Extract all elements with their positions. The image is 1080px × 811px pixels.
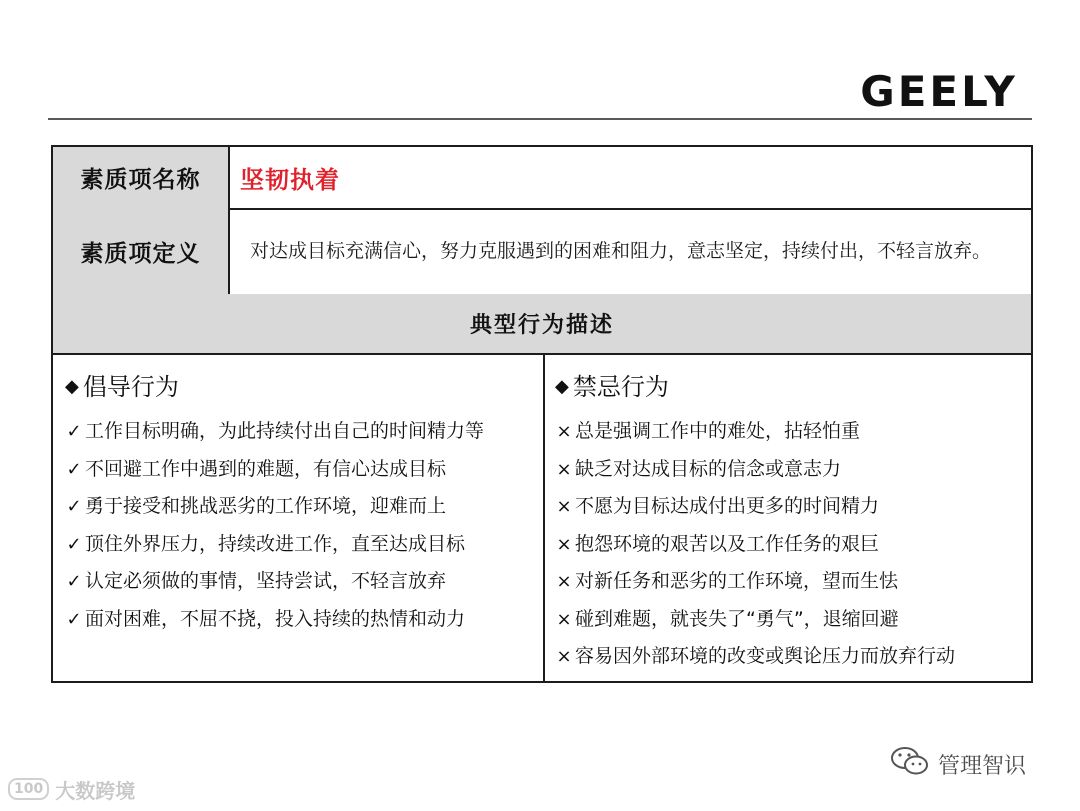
advocated-heading bbox=[65, 371, 543, 403]
check-icon: ✓ bbox=[66, 421, 82, 442]
forbidden-list bbox=[555, 413, 1031, 676]
logo-text: GEELY bbox=[860, 68, 1018, 114]
check-icon: ✓ bbox=[66, 608, 82, 630]
competency-name: 坚韧执着 bbox=[240, 166, 340, 194]
diamond-bullet-icon: ◆ bbox=[555, 376, 569, 397]
competency-definition: 对达成目标充满信心，努力克服遇到的困难和阻力，意志坚定，持续付出，不轻言放弃。 bbox=[250, 240, 992, 262]
watermark-left bbox=[8, 772, 135, 806]
watermark-left-text: 大数跨境 bbox=[55, 778, 136, 803]
list-item-text: 工作目标明确，为此持续付出自己的时间精力等 bbox=[85, 420, 485, 442]
list-item bbox=[65, 601, 543, 639]
list-item-text: 认定必须做的事情，坚持尝试，不轻言放弃 bbox=[85, 570, 447, 592]
cross-icon: × bbox=[556, 421, 572, 442]
list-item-text: 勇于接受和挑战恶劣的工作环境，迎难而上 bbox=[85, 495, 447, 517]
competency-definition-row bbox=[53, 208, 1031, 296]
cross-icon: × bbox=[556, 646, 572, 667]
behaviors-columns bbox=[53, 353, 1031, 681]
list-item bbox=[65, 413, 543, 451]
list-item-text: 缺乏对达成目标的信念或意志力 bbox=[575, 457, 842, 480]
cross-icon: × bbox=[556, 496, 572, 517]
forbidden-heading-text: 禁忌行为 bbox=[572, 373, 669, 401]
list-item bbox=[555, 451, 1031, 489]
list-item bbox=[65, 526, 543, 564]
watermark-badge: 100 bbox=[8, 778, 49, 800]
check-icon: ✓ bbox=[66, 458, 82, 480]
behaviors-title: 典型行为描述 bbox=[53, 294, 1031, 355]
forbidden-heading bbox=[555, 371, 1031, 403]
cross-icon: × bbox=[556, 571, 572, 592]
competency-name-row bbox=[53, 147, 1031, 210]
list-item-text: 容易因外部环境的改变或舆论压力而放弃行动 bbox=[575, 645, 956, 667]
list-item-text: 对新任务和恶劣的工作环境，望而生怯 bbox=[575, 570, 899, 592]
list-item bbox=[555, 601, 1031, 639]
advocated-heading-text: 倡导行为 bbox=[82, 373, 179, 401]
advocated-column bbox=[53, 353, 545, 681]
geely-logo bbox=[846, 68, 1032, 114]
name-label: 素质项名称 bbox=[53, 147, 230, 208]
header-divider bbox=[48, 118, 1032, 120]
cross-icon: × bbox=[556, 533, 572, 555]
cross-icon: × bbox=[556, 608, 572, 630]
check-icon: ✓ bbox=[66, 533, 82, 555]
list-item-text: 不回避工作中遇到的难题，有信心达成目标 bbox=[85, 457, 447, 480]
list-item-text: 不愿为目标达成付出更多的时间精力 bbox=[575, 495, 880, 517]
list-item bbox=[555, 413, 1031, 451]
name-value-cell bbox=[230, 147, 1031, 208]
definition-value-cell bbox=[230, 208, 1031, 294]
check-icon: ✓ bbox=[66, 571, 82, 592]
cross-icon: × bbox=[556, 458, 572, 480]
list-item bbox=[65, 563, 543, 601]
list-item bbox=[65, 488, 543, 526]
list-item-text: 顶住外界压力，持续改进工作，直至达成目标 bbox=[85, 532, 466, 555]
watermark-right bbox=[890, 744, 1026, 784]
list-item-text: 抱怨环境的艰苦以及工作任务的艰巨 bbox=[575, 532, 880, 555]
list-item-text: 面对困难，不屈不挠，投入持续的热情和动力 bbox=[85, 607, 466, 630]
definition-label: 素质项定义 bbox=[53, 208, 230, 294]
check-icon: ✓ bbox=[66, 496, 82, 517]
competency-card bbox=[51, 145, 1033, 683]
watermark-right-text: 管理智识 bbox=[938, 753, 1027, 779]
list-item bbox=[555, 488, 1031, 526]
diamond-bullet-icon: ◆ bbox=[65, 376, 79, 397]
list-item bbox=[555, 526, 1031, 564]
list-item bbox=[555, 563, 1031, 601]
forbidden-column bbox=[545, 353, 1031, 681]
list-item-text: 总是强调工作中的难处，拈轻怕重 bbox=[575, 420, 861, 442]
list-item bbox=[555, 638, 1031, 676]
advocated-list bbox=[65, 413, 543, 638]
list-item-text: 碰到难题，就丧失了“勇气”，退缩回避 bbox=[575, 607, 899, 630]
wechat-icon bbox=[890, 745, 930, 783]
list-item bbox=[65, 451, 543, 489]
